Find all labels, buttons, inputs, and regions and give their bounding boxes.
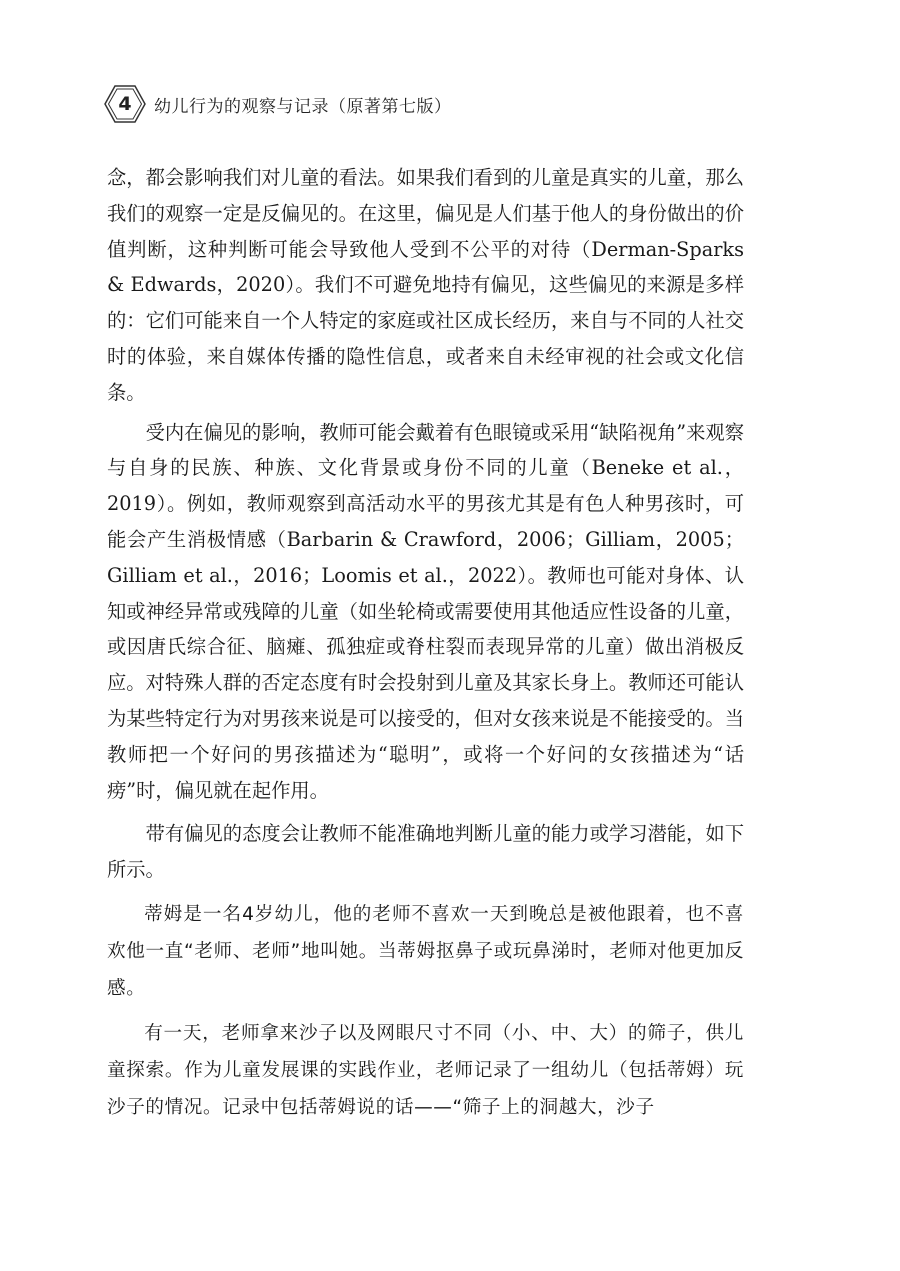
case-paragraph: 蒂姆是一名4岁幼儿，他的老师不喜欢一天到晚总是被他跟着，也不喜欢他一直“老师、老师”地叫她。当蒂姆抠鼻子或玩鼻涕时，老师对他更加反感。	[107, 903, 744, 999]
chapter-number: 4	[118, 93, 132, 115]
body-text	[107, 160, 744, 1126]
case-paragraph: 有一天，老师拿来沙子以及网眼尺寸不同（小、中、大）的筛子，供儿童探索。作为儿童发展课的实践作业，老师记录了一组幼儿（包括蒂姆）玩沙子的情况。记录中包括蒂姆说的话——“筛子上的洞越大，沙子	[107, 1022, 744, 1118]
paragraph: 念，都会影响我们对儿童的看法。如果我们看到的儿童是真实的儿童，那么我们的观察一定是反偏见的。在这里，偏见是人们基于他人的身份做出的价值判断，这种判断可能会导致他人受到不公平的对待（Derman-Sparks & Edwards，2020）。我们不可避免地持有偏见，这些偏见的来源是多样的：它们可能来自一个人特定的家庭或社区成长经历，来自与不同的人社交时的体验，来自媒体传播的隐性信息，或者来自未经审视的社会或文化信条。	[107, 166, 744, 404]
chapter-badge	[104, 84, 146, 124]
paragraph: 受内在偏见的影响，教师可能会戴着有色眼镜或采用“缺陷视角”来观察与自身的民族、种族、文化背景或身份不同的儿童（Beneke et al.，2019）。例如，教师观察到高活动水平的男孩尤其是有色人种男孩时，可能会产生消极情感（Barbarin & Crawford，2006；Gilliam，2005；Gilliam et al.，2016；Loomis et al.，2022）。教师也可能对身体、认知或神经异常或残障的儿童（如坐轮椅或需要使用其他适应性设备的儿童，或因唐氏综合征、脑瘫、孤独症或脊柱裂而表现异常的儿童）做出消极反应。对特殊人群的否定态度有时会投射到儿童及其家长身上。教师还可能认为某些特定行为对男孩来说是可以接受的，但对女孩来说是不能接受的。当教师把一个好问的男孩描述为“聪明”，或将一个好问的女孩描述为“话痨”时，偏见就在起作用。	[107, 420, 744, 802]
page-header	[104, 84, 452, 124]
paragraph: 带有偏见的态度会让教师不能准确地判断儿童的能力或学习潜能，如下所示。	[107, 822, 744, 882]
running-title: 幼儿行为的观察与记录（原著第七版）	[154, 96, 452, 117]
